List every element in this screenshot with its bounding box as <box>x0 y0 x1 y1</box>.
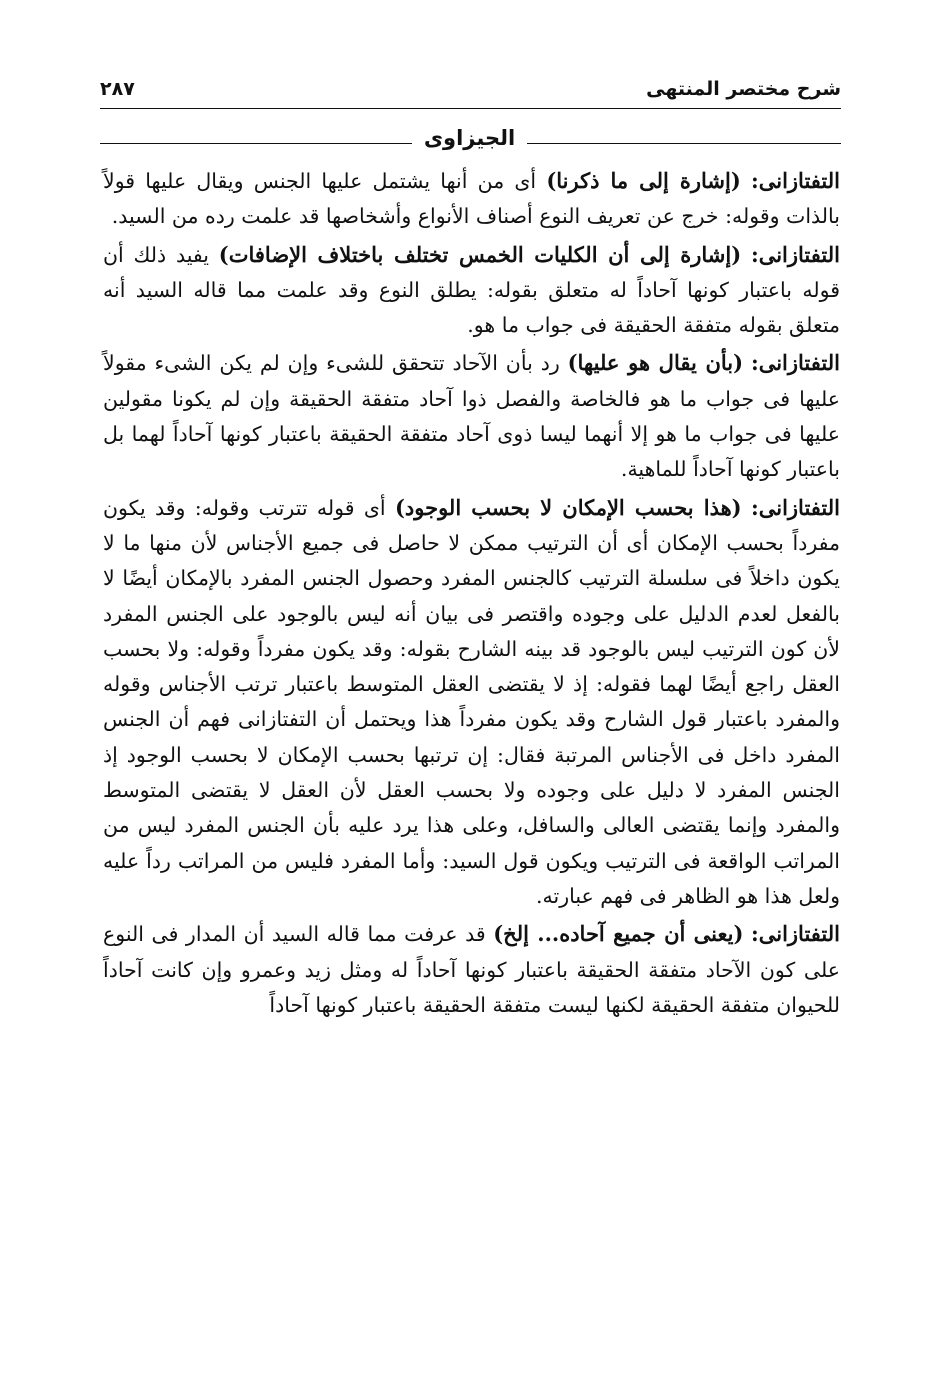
section-rule-left <box>100 143 412 144</box>
commentator-label: التفتازانى: <box>750 350 840 376</box>
paragraph <box>103 490 840 915</box>
page-header <box>100 78 841 108</box>
paragraph-text: يفيد ذلك أن قوله باعتبار كونها آحاداً له متعلق بقوله: يطلق النوع وقد علمت مما قاله السيد أنه متعلق بقوله متفقة الحقيقة فى جواب ما هو. <box>103 242 840 338</box>
paragraph-text: رد بأن الآحاد تتحقق للشىء وإن لم يكن الشىء مقولاً عليها فى جواب ما هو فالخاصة والفصل ذوا آحاد متفقة الحقيقة وإن لم يكونا مقولين عليها فى جواب ما هو إلا أنهما ليسا ذوى آحاد متفقة الحقيقة باعتبار كونها آحاداً لهما بل باعتبار كونها آحاداً للماهية. <box>103 351 841 482</box>
paragraph <box>103 345 840 487</box>
quoted-phrase: (إشارة إلى أن الكليات الخمس تختلف باختلاف الإضافات) <box>218 241 742 267</box>
quoted-phrase: (بأن يقال هو عليها) <box>567 350 744 376</box>
quoted-phrase: (إشارة إلى ما ذكرنا) <box>546 168 741 193</box>
paragraph <box>103 916 840 1023</box>
page-number: ٢٨٧ <box>100 78 135 100</box>
commentator-label: التفتازانى: <box>750 241 840 267</box>
paragraph <box>103 237 840 344</box>
paragraph <box>103 163 840 235</box>
section-title: الجيزاوى <box>423 126 516 150</box>
quoted-phrase: (يعنى أن جميع آحاده... إلخ) <box>493 921 744 947</box>
quoted-phrase: (هذا بحسب الإمكان لا بحسب الوجود) <box>394 494 742 520</box>
header-rule <box>100 108 841 109</box>
commentator-label: التفتازانى: <box>750 921 840 947</box>
section-rule-right <box>527 143 841 144</box>
running-title: شرح مختصر المنتهى <box>646 78 841 100</box>
commentary-body <box>103 163 840 1025</box>
commentator-label: التفتازانى: <box>750 494 840 520</box>
commentator-label: التفتازانى: <box>750 168 840 193</box>
paragraph-text: أى من أنها يشتمل عليها الجنس ويقال عليها قولاً بالذات وقوله: خرج عن تعريف النوع أصناف الأنواع وأشخاصها قد علمت رده من السيد. <box>103 169 840 229</box>
paragraph-text: قد عرفت مما قاله السيد أن المدار فى النوع على كون الآحاد متفقة الحقيقة باعتبار كونها آحاداً له ومثل زيد وعمرو وإن كانت آحاداً للحيوان متفقة الحقيقة لكنها ليست متفقة الحقيقة باعتبار كونها آحاداً <box>103 922 840 1017</box>
paragraph-text: أى قوله تترتب وقوله: وقد يكون مفرداً بحسب الإمكان أى أن الترتيب ممكن لا حاصل فى جميع الأجناس لأن منها ما لا يكون داخلاً فى سلسلة الترتيب كالجنس المفرد وحصول الجنس المفرد بالإمكان أيضًا لا بالفعل لعدم الدليل على وجوده واقتصر فى بيان أنه ليس بالوجود على الجنس المفرد لأن كون الترتيب ليس بالوجود قد بينه الشارح بقوله: وقد يكون مفرداً وقوله: ولا بحسب العقل راجع أيضًا لهما فقوله: إذ لا يقتضى العقل المتوسط باعتبار ترتب الأجناس وقوله والمفرد باعتبار قول الشارح وقد يكون مفرداً هذا ويحتمل أن التفتازانى فهم أن الجنس المفرد داخل فى الأجناس المرتبة فقال: إن ترتبها بحسب الإمكان لا بحسب الوجود إذ الجنس المفرد لا دليل على وجوده ولا بحسب العقل لأن العقل لا يقتضى المتوسط والمفرد وإنما يقتضى العالى والسافل، وعلى هذا يرد عليه بأن الجنس المفرد ليس من المراتب الواقعة فى الترتيب ويكون قول السيد: وأما المفرد فليس من المراتب رداً عليه ولعل هذا هو الظاهر فى فهم عبارته. <box>103 495 840 908</box>
